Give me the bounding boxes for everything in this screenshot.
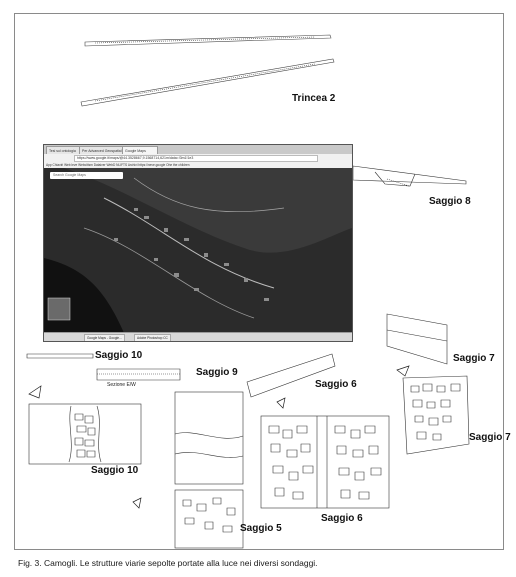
label-sezione: Sezione E/W	[107, 382, 136, 388]
browser-tab[interactable]: Per Advanced Geospatial	[79, 146, 125, 155]
taskbar-item[interactable]: Google Maps - Google...	[84, 334, 125, 342]
saggio6-plan	[261, 416, 389, 508]
saggio9-section	[97, 369, 180, 380]
browser-tab-active[interactable]: Google Maps	[122, 146, 158, 155]
label-saggio6-top: Saggio 6	[315, 379, 357, 390]
label-saggio10-top: Saggio 10	[95, 350, 143, 361]
saggio5-plan	[175, 392, 243, 548]
saggio7-plan	[403, 376, 469, 454]
saggio10-plan	[29, 404, 141, 464]
label-saggio7-top: Saggio 7	[453, 353, 495, 364]
label-trincea2: Trincea 2	[292, 93, 336, 104]
url-input[interactable]: https://www.google.it/maps/@44.3528667,9.1568714,621m/data=!3m1!1e3	[74, 155, 318, 162]
google-maps-screenshot	[43, 144, 353, 342]
label-saggio9: Saggio 9	[196, 367, 238, 378]
taskbar-item[interactable]: Adobe Photoshop CC	[134, 334, 171, 342]
figure-caption: Fig. 3. Camogli. Le strutture viarie sepolte portate alla luce nei diversi sondaggi.	[18, 558, 318, 568]
saggio6-section	[247, 354, 335, 397]
label-saggio7-bottom: Saggio 7	[469, 432, 511, 443]
taskbar	[44, 332, 352, 341]
bookmarks-bar: App Chiaviri Web leve Webcitism Dataiver WebD NLIFTS Archivi https://neve.google Ohe the children	[44, 162, 353, 168]
satellite-map[interactable]	[44, 168, 352, 333]
saggio10-section	[27, 354, 93, 358]
maps-search-input[interactable]: Search Google Maps	[50, 172, 123, 179]
label-saggio5: Saggio 5	[240, 523, 282, 534]
label-saggio8: Saggio 8	[429, 196, 471, 207]
label-saggio10-bottom: Saggio 10	[91, 465, 139, 476]
saggio8-section	[353, 166, 466, 186]
label-saggio6-bottom: Saggio 6	[321, 513, 363, 524]
figure-frame	[14, 13, 511, 550]
saggio7-section	[387, 314, 447, 364]
browser-tab-bar	[44, 145, 352, 154]
browser-tab[interactable]: Tesi sul ontologia	[46, 146, 82, 155]
